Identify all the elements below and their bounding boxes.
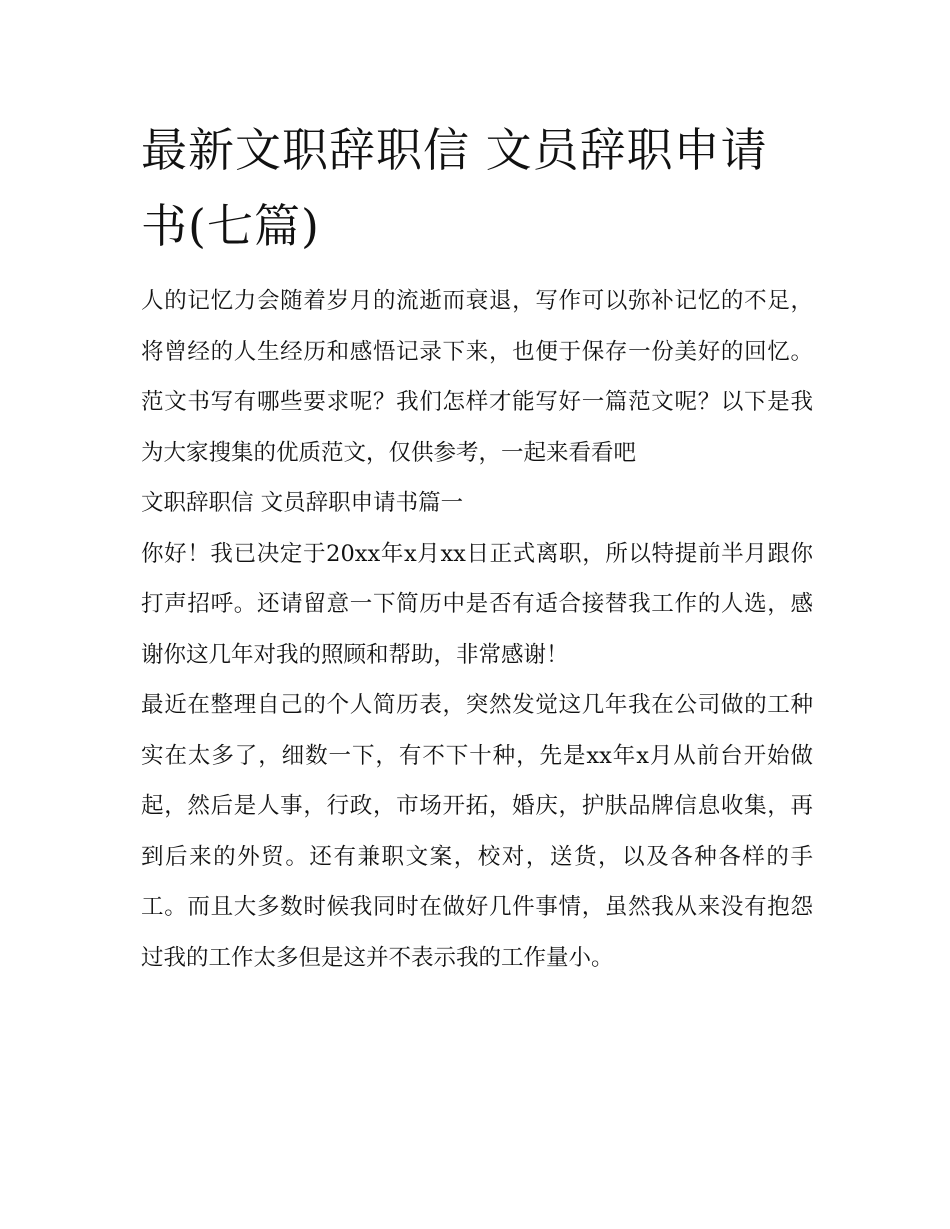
intro-paragraph: 人的记忆力会随着岁月的流逝而衰退，写作可以弥补记忆的不足，将曾经的人生经历和感悟记录下来，也便于保存一份美好的回忆。范文书写有哪些要求呢？我们怎样才能写好一篇范文呢？以下是我为大家搜集的优质范文，仅供参考，一起来看看吧	[141, 288, 813, 466]
document-page	[141, 112, 813, 983]
body-paragraph: 最近在整理自己的个人简历表，突然发觉这几年我在公司做的工种实在太多了，细数一下，有不下十种，先是xx年x月从前台开始做起，然后是人事，行政，市场开拓，婚庆，护肤品牌信息收集，再到后来的外贸。还有兼职文案，校对，送货，以及各种各样的手工。而且大多数时候我同时在做好几件事情，虽然我从来没有抱怨过我的工作太多但是这并不表示我的工作量小。	[141, 692, 813, 971]
section-heading: 文职辞职信 文员辞职申请书篇一	[141, 490, 464, 516]
document-title: 最新文职辞职信 文员辞职申请书(七篇)	[141, 123, 768, 253]
body-paragraph: 你好！我已决定于20xx年x月xx日正式离职，所以特提前半月跟你打声招呼。还请留意一下简历中是否有适合接替我工作的人选，感谢你这几年对我的照顾和帮助，非常感谢！	[141, 540, 813, 668]
